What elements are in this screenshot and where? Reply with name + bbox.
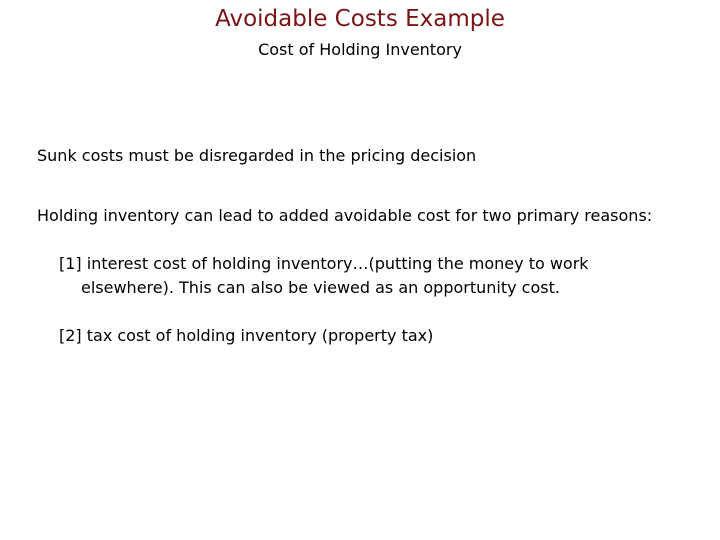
slide-subtitle: Cost of Holding Inventory	[258, 40, 462, 59]
reason-2: [2] tax cost of holding inventory (property tax)	[59, 326, 434, 345]
holding-inventory-statement: Holding inventory can lead to added avoidable cost for two primary reasons:	[37, 206, 653, 225]
reason-1-line-2: elsewhere). This can also be viewed as an opportunity cost.	[81, 278, 560, 297]
reason-1-line-1: [1] interest cost of holding inventory…(putting the money to work	[59, 254, 589, 273]
slide-title: Avoidable Costs Example	[215, 6, 505, 32]
sunk-costs-statement: Sunk costs must be disregarded in the pricing decision	[37, 146, 477, 165]
reason-1	[59, 252, 659, 300]
